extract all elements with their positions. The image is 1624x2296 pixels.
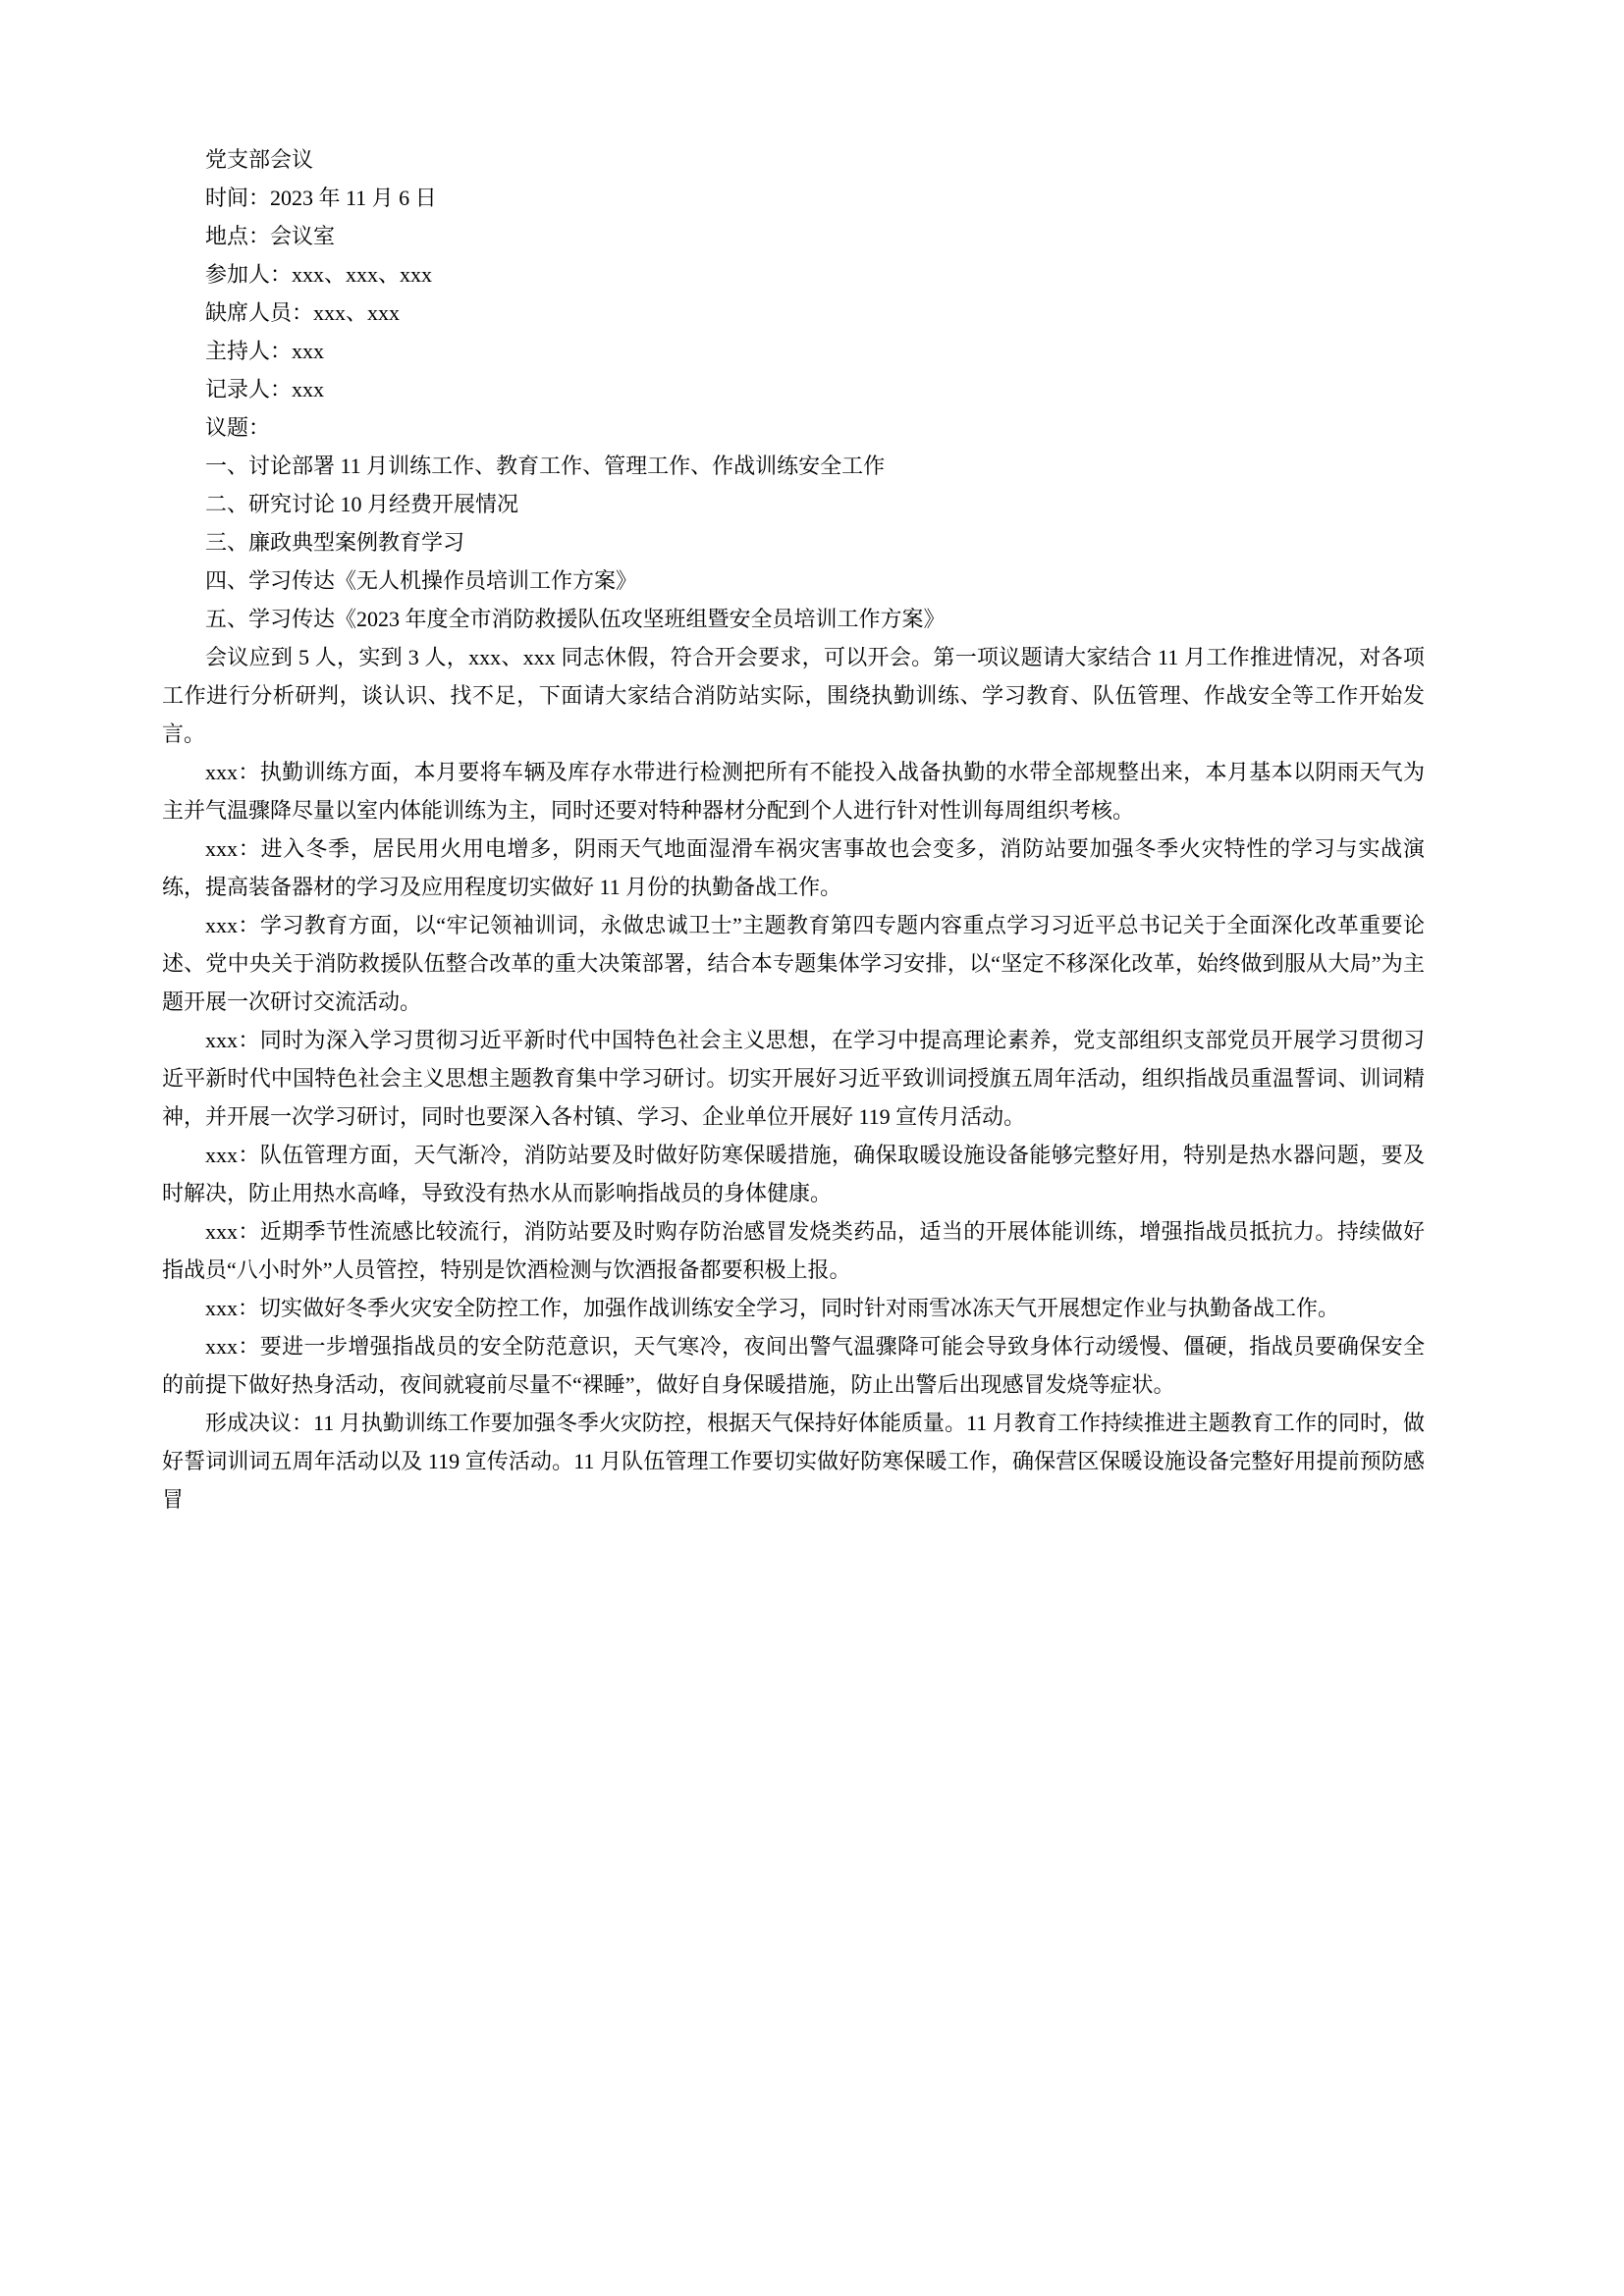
document-title: 党支部会议	[205, 147, 314, 172]
paragraph: xxx：近期季节性流感比较流行，消防站要及时购存防治感冒发烧类药品，适当的开展体能训练，增强指战员抵抗力。持续做好指战员“八小时外”人员管控，特别是饮酒检测与饮酒报备都要积极上报。	[162, 1219, 1425, 1282]
paragraph: xxx：要进一步增强指战员的安全防范意识，天气寒冷，夜间出警气温骤降可能会导致身体行动缓慢、僵硬，指战员要确保安全的前提下做好热身活动，夜间就寝前尽量不“裸睡”，做好自身保暖措施，防止出警后出现感冒发烧等症状。	[162, 1334, 1425, 1397]
paragraph: 缺席人员：xxx、xxx	[205, 300, 401, 325]
paragraph: 时间：2023 年 11 月 6 日	[205, 186, 437, 210]
paragraph: 会议应到 5 人，实到 3 人，xxx、xxx 同志休假，符合开会要求，可以开会。第一项议题请大家结合 11 月工作推进情况，对各项工作进行分析研判，谈认识、找不足，下面请大家结合消防站实际，围绕执勤训练、学习教育、队伍管理、作战安全等工作开始发言。	[162, 645, 1425, 746]
paragraph: 形成决议：11 月执勤训练工作要加强冬季火灾防控，根据天气保持好体能质量。11 月教育工作持续推进主题教育工作的同时，做好誓词训词五周年活动以及 119 宣传活动。11 月队伍管理工作要切实做好防寒保暖工作，确保营区保暖设施设备完整好用提前预防感冒	[162, 1411, 1425, 1512]
paragraph: 三、廉政典型案例教育学习	[205, 530, 465, 555]
paragraph: xxx：执勤训练方面，本月要将车辆及库存水带进行检测把所有不能投入战备执勤的水带全部规整出来，本月基本以阴雨天气为主并气温骤降尽量以室内体能训练为主，同时还要对特种器材分配到个人进行针对性训每周组织考核。	[162, 760, 1425, 823]
paragraph: 四、学习传达《无人机操作员培训工作方案》	[205, 568, 638, 593]
paragraph: xxx：学习教育方面，以“牢记领袖训词，永做忠诚卫士”主题教育第四专题内容重点学习习近平总书记关于全面深化改革重要论述、党中央关于消防救援队伍整合改革的重大决策部署，结合本专题集体学习安排，以“坚定不移深化改革，始终做到服从大局”为主题开展一次研讨交流活动。	[162, 913, 1425, 1014]
paragraph: 主持人：xxx	[205, 339, 325, 363]
paragraph: xxx：进入冬季，居民用火用电增多，阴雨天气地面湿滑车祸灾害事故也会变多，消防站要加强冬季火灾特性的学习与实战演练，提高装备器材的学习及应用程度切实做好 11 月份的执勤备战工作。	[162, 836, 1425, 899]
paragraph: xxx：同时为深入学习贯彻习近平新时代中国特色社会主义思想，在学习中提高理论素养，党支部组织支部党员开展学习贯彻习近平新时代中国特色社会主义思想主题教育集中学习研讨。切实开展好习近平致训词授旗五周年活动，组织指战员重温誓词、训词精神，并开展一次学习研讨，同时也要深入各村镇、学习、企业单位开展好 119 宣传月活动。	[162, 1028, 1425, 1129]
paragraph: 议题：	[205, 415, 271, 440]
paragraph: 一、讨论部署 11 月训练工作、教育工作、管理工作、作战训练安全工作	[205, 454, 886, 478]
paragraph: 五、学习传达《2023 年度全市消防救援队伍攻坚班组暨安全员培训工作方案》	[205, 607, 946, 631]
paragraph: xxx：队伍管理方面，天气渐冷，消防站要及时做好防寒保暖措施，确保取暖设施设备能够完整好用，特别是热水器问题，要及时解决，防止用热水高峰，导致没有热水从而影响指战员的身体健康。	[162, 1143, 1425, 1205]
paragraph: 地点：会议室	[205, 224, 336, 248]
paragraph: 记录人：xxx	[205, 377, 325, 401]
paragraph: xxx：切实做好冬季火灾安全防控工作，加强作战训练安全学习，同时针对雨雪冰冻天气开展想定作业与执勤备战工作。	[205, 1296, 1340, 1320]
paragraph: 参加人：xxx、xxx、xxx	[205, 262, 433, 287]
document-body	[162, 140, 1425, 1519]
paragraph: 二、研究讨论 10 月经费开展情况	[205, 492, 519, 516]
